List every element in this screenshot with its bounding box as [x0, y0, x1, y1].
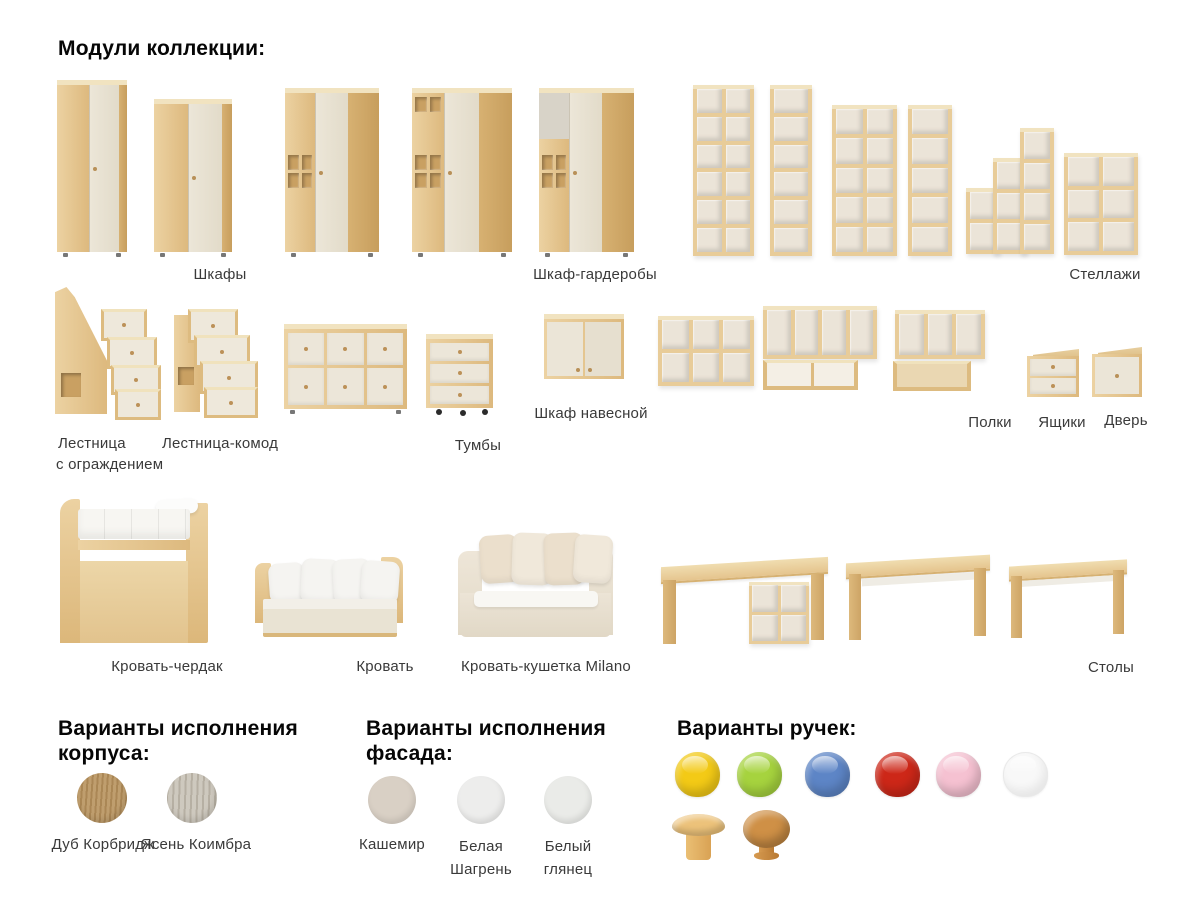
- wardrobe-closet-1-illustration: [285, 88, 379, 255]
- couch-bed-illustration: [458, 535, 613, 638]
- handle-pink: [936, 752, 981, 797]
- rack-2x3-illustration: [1064, 153, 1138, 255]
- label-stair-dresser: Лестница-комод: [161, 435, 279, 452]
- wardrobe-low-illustration: [154, 99, 232, 255]
- rack-stair-illustration: [966, 128, 1046, 246]
- label-shelves: Полки: [968, 414, 1012, 431]
- swatch-dub-korbridzh: [77, 773, 127, 823]
- handle-red: [875, 752, 920, 797]
- handle-blue: [805, 752, 850, 797]
- handle-yellow: [675, 752, 720, 797]
- label-swatch-belaya-shagren: Белая Шагрень: [450, 838, 512, 878]
- facade-options-heading: Варианты исполнения фасада:: [366, 717, 606, 765]
- label-stairs-line1: Лестница: [58, 435, 126, 452]
- label-desks: Столы: [1087, 659, 1135, 676]
- bed-illustration: [255, 549, 403, 637]
- label-stairs-line2: с ограждением: [56, 456, 164, 473]
- loft-bed-illustration: [60, 499, 208, 643]
- label-swatch-kashemir: Кашемир: [359, 836, 425, 853]
- stair-dresser-illustration: [174, 309, 252, 412]
- label-bed: Кровать: [356, 658, 414, 675]
- desk-large-illustration: [846, 552, 990, 642]
- handle-green: [737, 752, 782, 797]
- cube-shelf-2x3-illustration: [658, 316, 754, 386]
- long-shelf-4-illustration: [763, 306, 877, 359]
- rack-1x5-illustration: [908, 105, 952, 256]
- label-drawers: Ящики: [1038, 414, 1086, 431]
- page-title: Модули коллекции:: [58, 37, 266, 60]
- desk-small-illustration: [1009, 556, 1127, 642]
- wall-cabinet-illustration: [544, 314, 624, 379]
- door-module-illustration: [1092, 347, 1142, 397]
- desk-corner-illustration: [661, 554, 828, 646]
- dresser-illustration: [284, 324, 407, 412]
- stairs-with-railing-illustration: [55, 287, 155, 414]
- label-shelving: Стеллажи: [1069, 266, 1141, 283]
- low-shelf-illustration: [893, 361, 971, 391]
- mobile-cabinet-illustration: [426, 334, 493, 414]
- long-shelf-3-illustration: [895, 310, 985, 359]
- handle-white: [1003, 752, 1048, 797]
- low-shelf-divided-illustration: [763, 360, 858, 390]
- label-swatch-dub-korbridzh: Дуб Корбридж: [51, 836, 155, 853]
- label-wardrobe-closets: Шкаф-гардеробы: [533, 266, 657, 283]
- label-couch-bed: Кровать-кушетка Milano: [461, 658, 631, 675]
- label-swatch-bely-glyanets: Белый глянец: [543, 838, 593, 878]
- drawers-module-illustration: [1027, 349, 1079, 397]
- wardrobe-tall-illustration: [57, 80, 127, 255]
- rack-1x6-illustration: [770, 85, 812, 256]
- handle-wood-mushroom: [743, 810, 790, 860]
- label-swatch-yasen-koimbra: Ясень Коимбра: [140, 836, 252, 853]
- label-wall-cabinet: Шкаф навесной: [534, 405, 648, 422]
- rack-2x6-illustration: [693, 85, 754, 256]
- swatch-bely-glyanets: [544, 776, 592, 824]
- corpus-options-heading: Варианты исполнения корпуса:: [58, 717, 298, 765]
- label-wardrobes: Шкафы: [193, 266, 247, 283]
- swatch-yasen-koimbra: [167, 773, 217, 823]
- label-door: Дверь: [1104, 412, 1148, 429]
- handle-wood-flat: [672, 814, 725, 860]
- handles-heading: Варианты ручек:: [677, 717, 857, 740]
- wardrobe-closet-2-illustration: [412, 88, 512, 255]
- swatch-belaya-shagren: [457, 776, 505, 824]
- label-cabinets: Тумбы: [454, 437, 502, 454]
- swatch-kashemir: [368, 776, 416, 824]
- wardrobe-closet-3-illustration: [539, 88, 634, 255]
- label-loft-bed: Кровать-чердак: [111, 658, 223, 675]
- rack-2x5-illustration: [832, 105, 897, 256]
